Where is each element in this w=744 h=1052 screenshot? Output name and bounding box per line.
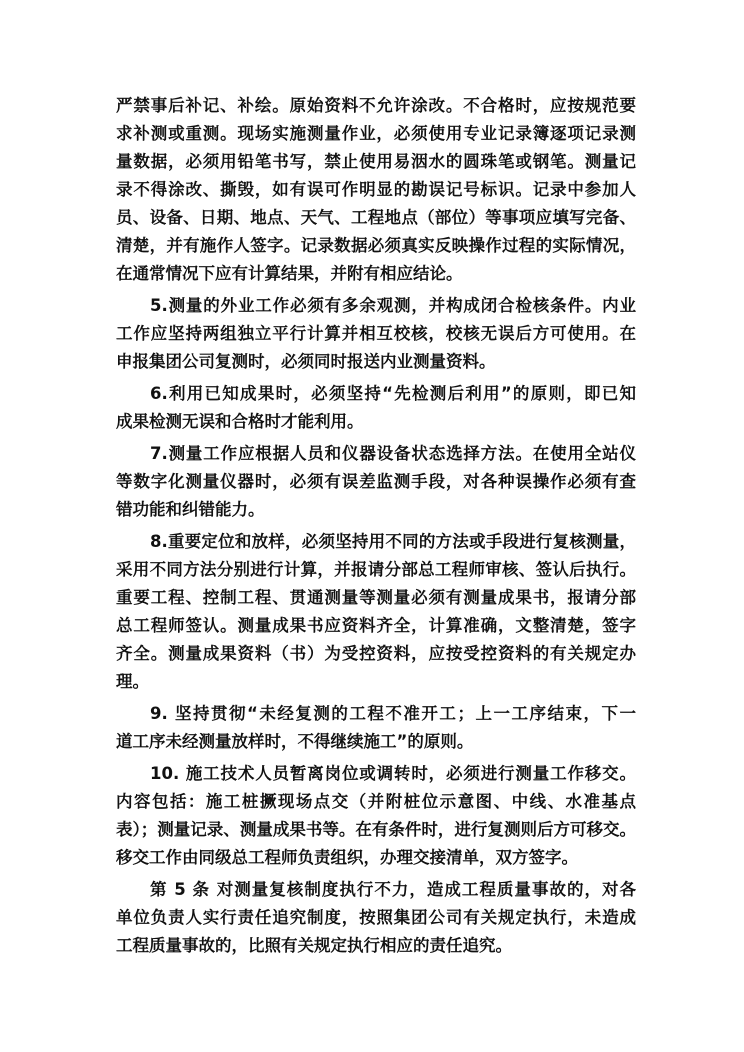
text-line: 清楚，并有施作人签字。记录数据必须真实反映操作过程的实际情况，: [116, 236, 636, 255]
paragraph-item-6: [116, 380, 636, 436]
paragraph-item-7: [116, 440, 636, 524]
text-line: 第 5 条 对测量复核制度执行不力，造成工程质量事故的，对各: [150, 880, 636, 899]
text-line: 求补测或重测。现场实施测量作业，必须使用专业记录簿逐项记录测: [116, 124, 636, 143]
paragraph-continuation: [116, 92, 636, 288]
text-line: 录不得涂改、撕毁，如有误可作明显的勘误记号标识。记录中参加人: [116, 180, 636, 199]
text-line: 员、设备、日期、地点、天气、工程地点（部位）等事项应填写完备、: [116, 208, 636, 227]
paragraph-item-8: [116, 528, 636, 696]
text-line: 5.测量的外业工作必须有多余观测，并构成闭合检核条件。内业: [150, 296, 636, 315]
text-line: 总工程师签认。测量成果书应资料齐全，计算准确，文整清楚，签字: [116, 616, 636, 635]
text-line: 10. 施工技术人员暂离岗位或调转时，必须进行测量工作移交。: [150, 764, 636, 783]
paragraph-item-5: [116, 292, 636, 376]
paragraph-item-9: [116, 700, 636, 756]
text-line: 采用不同方法分别进行计算，并报请分部总工程师审核、签认后执行。: [116, 560, 636, 579]
text-line: 成果检测无误和合格时才能利用。: [116, 412, 364, 431]
paragraph-item-10: [116, 760, 636, 872]
document-body: [116, 92, 636, 960]
text-line: 单位负责人实行责任追究制度，按照集团公司有关规定执行，未造成: [116, 908, 636, 927]
text-line: 齐全。测量成果资料（书）为受控资料，应按受控资料的有关规定办: [116, 644, 636, 663]
text-line: 在通常情况下应有计算结果，并附有相应结论。: [116, 264, 463, 283]
text-line: 量数据，必须用铅笔书写，禁止使用易洇水的圆珠笔或钢笔。测量记: [116, 152, 636, 171]
paragraph-article-5: [116, 876, 636, 960]
text-line: 重要工程、控制工程、贯通测量等测量必须有测量成果书，报请分部: [116, 588, 636, 607]
text-line: 工程质量事故的，比照有关规定执行相应的责任追究。: [116, 936, 512, 955]
text-line: 工作应坚持两组独立平行计算并相互校核，校核无误后方可使用。在: [116, 324, 636, 343]
text-line: 道工序未经测量放样时，不得继续施工”的原则。: [116, 732, 474, 751]
text-line: 错功能和纠错能力。: [116, 500, 265, 519]
text-line: 8.重要定位和放样，必须坚持用不同的方法或手段进行复核测量，: [150, 532, 636, 551]
text-line: 内容包括：施工桩撅现场点交（并附桩位示意图、中线、水准基点: [116, 792, 636, 811]
text-line: 表）；测量记录、测量成果书等。在有条件时，进行复测则后方可移交。: [116, 820, 636, 839]
text-line: 移交工作由同级总工程师负责组织，办理交接清单，双方签字。: [116, 848, 578, 867]
text-line: 7.测量工作应根据人员和仪器设备状态选择方法。在使用全站仪: [150, 444, 636, 463]
text-line: 申报集团公司复测时，必须同时报送内业测量资料。: [116, 352, 496, 371]
text-line: 9. 坚持贯彻“未经复测的工程不准开工；上一工序结束，下一: [150, 704, 636, 723]
text-line: 理。: [116, 672, 149, 691]
text-line: 6.利用已知成果时，必须坚持“先检测后利用”的原则，即已知: [150, 384, 636, 403]
text-line: 严禁事后补记、补绘。原始资料不允许涂改。不合格时，应按规范要: [116, 96, 636, 115]
text-line: 等数字化测量仪器时，必须有误差监测手段，对各种误操作必须有查: [116, 472, 636, 491]
